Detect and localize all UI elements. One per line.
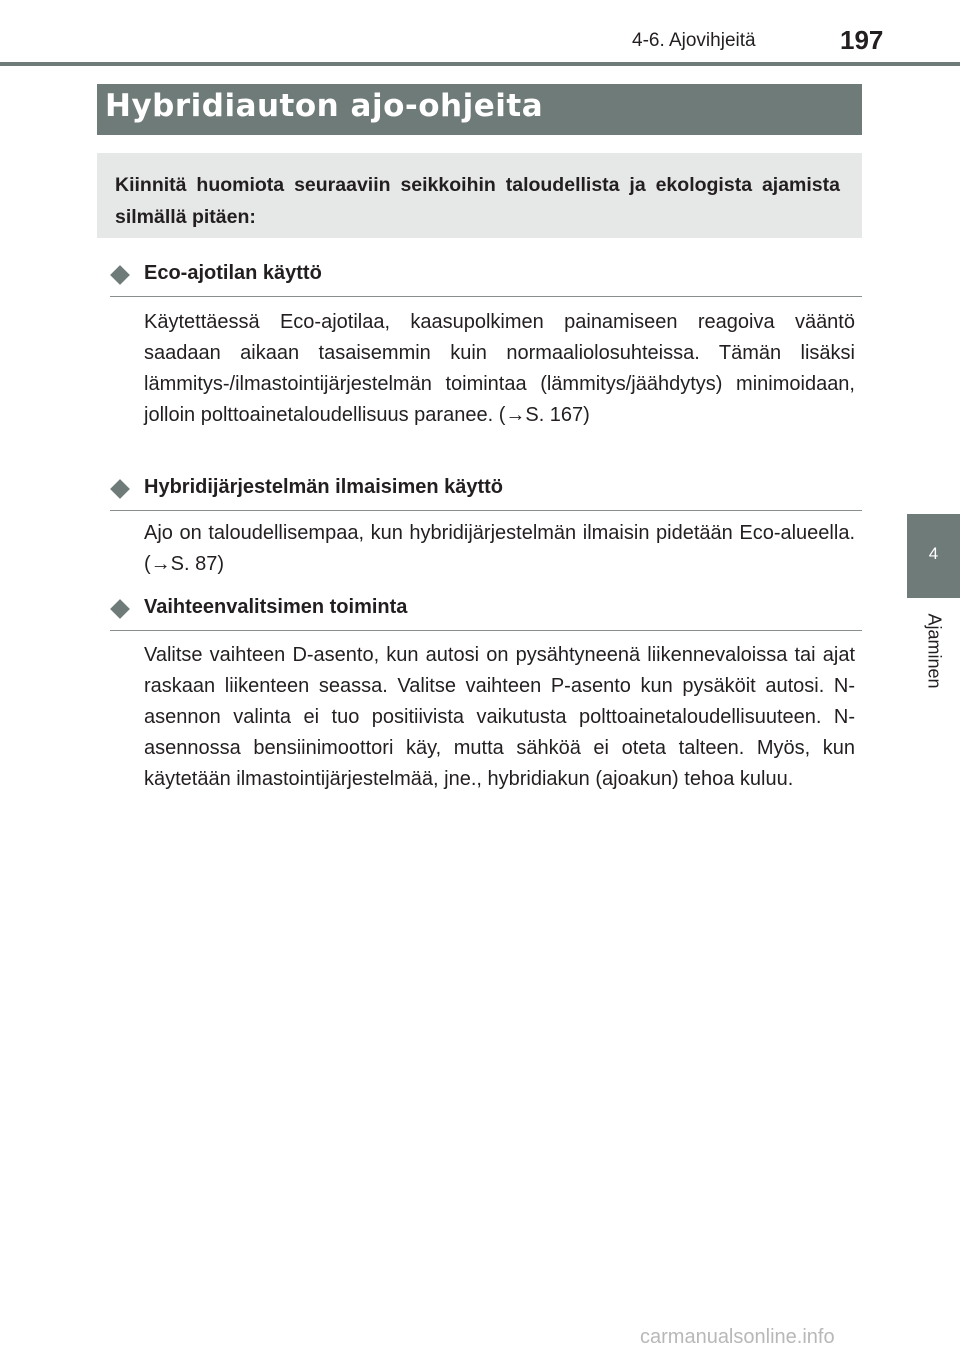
section-heading-eco-mode xyxy=(110,262,862,297)
section-body-hybrid-indicator: Ajo on taloudellisempaa, kun hybridijärjestelmän ilmaisin pidetään Eco-alueella. (→S. 87) xyxy=(144,522,855,575)
page-number: 197 xyxy=(840,25,884,55)
diamond-bullet-icon xyxy=(110,265,130,285)
chapter-tab-label: Ajaminen xyxy=(924,613,945,689)
diamond-bullet-icon xyxy=(110,479,130,499)
section-title: Eco-ajotilan käyttö xyxy=(144,262,322,284)
section-title: Vaihteenvalitsimen toiminta xyxy=(144,596,408,618)
section-body-eco-mode: Käytettäessä Eco-ajotilaa, kaasupolkimen painamiseen reagoiva vääntö saadaan aikaan tasaisemmin kuin normaaliolosuhteissa. Tämän lisäksi lämmitys-/ilmastointijärjestelmän toimintaa (lämmitys/jäähdytys) minimoidaan, jolloin polttoainetaloudellisuus paranee. (→S. 167) xyxy=(144,311,855,426)
header-divider xyxy=(0,62,960,66)
page-title: Hybridiauton ajo-ohjeita xyxy=(105,88,544,124)
intro-text: Kiinnitä huomiota seuraaviin seikkoihin taloudellista ja ekologista ajamista silmällä pitäen: xyxy=(115,174,840,228)
chapter-tab-number: 4 xyxy=(928,544,939,563)
section-body-shift-lever: Valitse vaihteen D-asento, kun autosi on pysähtyneenä liikennevaloissa tai ajat raskaan liikenteen seassa. Valitse vaihteen P-asento kun pysäköit autosi. N-asennon valinta ei tuo positiivista vaikutusta polttoainetaloudellisuuteen. N-asennossa bensiinimoottori käy, mutta sähköä ei oteta talteen. Myös, kun käytetään ilmastointijärjestelmää, jne., hybridiakun (ajoakun) tehoa kuluu. xyxy=(144,644,855,790)
page-title-bar xyxy=(97,84,862,135)
chapter-section-heading: 4-6. Ajovihjeitä xyxy=(632,30,756,51)
diamond-bullet-icon xyxy=(110,599,130,619)
section-title: Hybridijärjestelmän ilmaisimen käyttö xyxy=(144,476,504,498)
intro-box xyxy=(97,153,862,238)
section-heading-shift-lever xyxy=(110,596,862,631)
watermark: carmanualsonline.info xyxy=(640,1326,835,1348)
chapter-tab[interactable] xyxy=(907,514,960,598)
section-heading-hybrid-indicator xyxy=(110,476,862,511)
